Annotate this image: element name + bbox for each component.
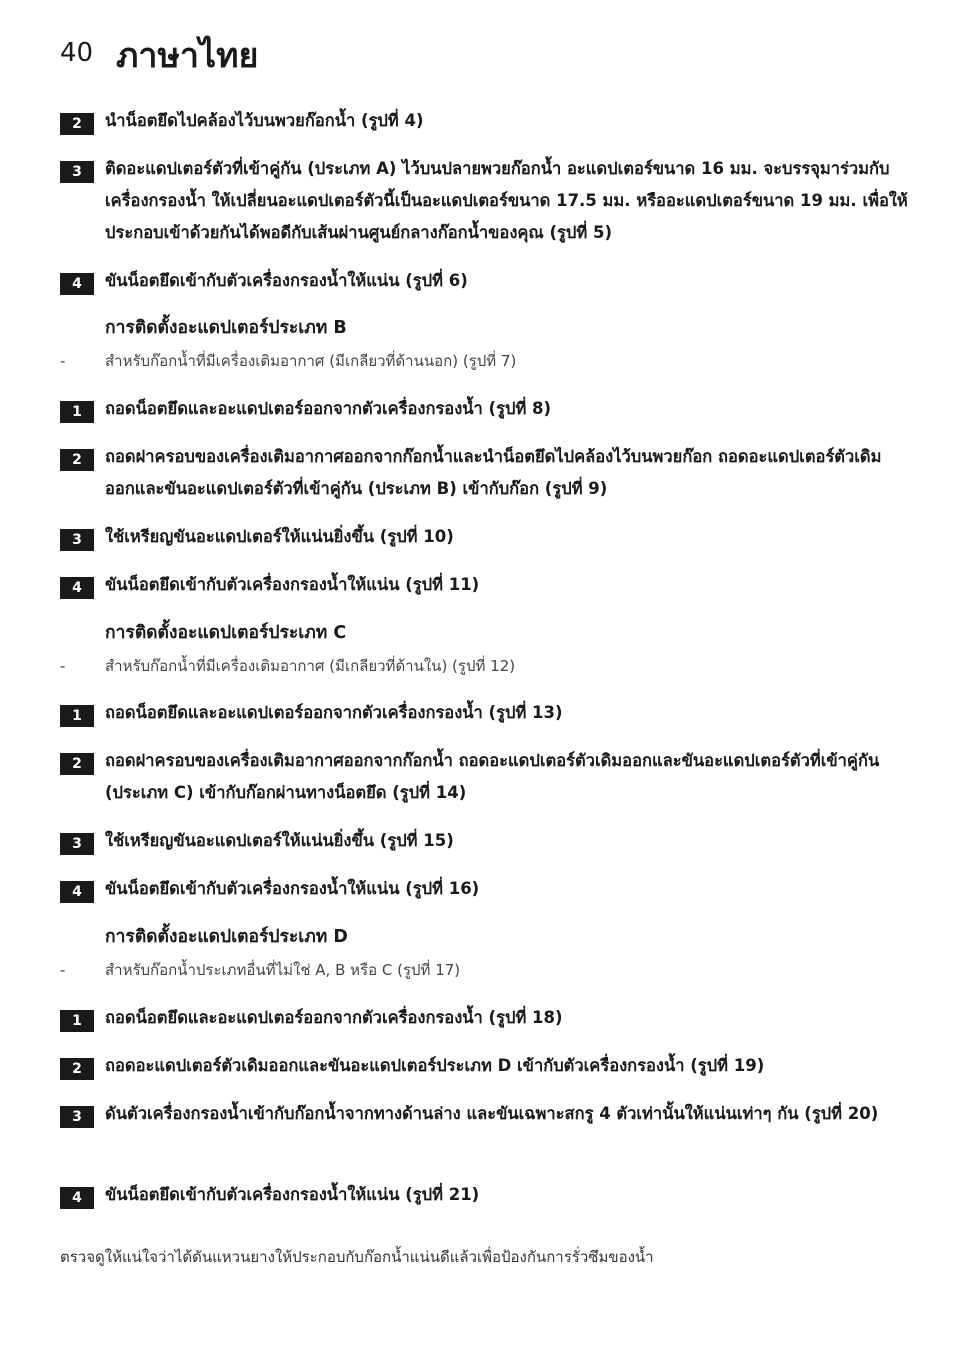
bullet-note-c (60, 655, 910, 677)
bullet-text: สำหรับก๊อกน้ำที่มีเครื่องเติมอากาศ (มีเกลียวที่ด้านนอก) (รูปที่ 7) (105, 352, 517, 370)
step-d4 (60, 1185, 910, 1211)
step-text: ขันน็อตยึดเข้ากับตัวเครื่องกรองน้ำให้แน่น (รูปที่ 6) (105, 271, 468, 290)
step-c3 (60, 831, 910, 857)
step-number-badge: 3 (60, 1106, 94, 1128)
step-number-badge: 4 (60, 881, 94, 903)
step-b2 (60, 447, 910, 505)
step-text: นำน็อตยึดไปคล้องไว้บนพวยก๊อกน้ำ (รูปที่ 4) (105, 111, 424, 130)
bullet-dash: - (60, 961, 66, 979)
step-number-badge: 2 (60, 753, 94, 775)
step-b3 (60, 527, 910, 553)
step-text: ขันน็อตยึดเข้ากับตัวเครื่องกรองน้ำให้แน่น (รูปที่ 21) (105, 1185, 480, 1204)
step-c1 (60, 703, 910, 729)
step-text: ถอดน็อตยึดและอะแดปเตอร์ออกจากตัวเครื่องกรองน้ำ (รูปที่ 8) (105, 399, 552, 418)
step-a2 (60, 111, 910, 137)
step-text: ถอดน็อตยึดและอะแดปเตอร์ออกจากตัวเครื่องกรองน้ำ (รูปที่ 18) (105, 1008, 563, 1027)
step-number-badge: 2 (60, 449, 94, 471)
step-number-badge: 4 (60, 577, 94, 599)
step-number-badge: 3 (60, 161, 94, 183)
step-number-badge: 3 (60, 833, 94, 855)
step-text: ถอดน็อตยึดและอะแดปเตอร์ออกจากตัวเครื่องกรองน้ำ (รูปที่ 13) (105, 703, 563, 722)
bullet-dash: - (60, 657, 66, 675)
step-text: ติดอะแดปเตอร์ตัวที่เข้าคู่กัน (ประเภท A) ไว้บนปลายพวยก๊อกน้ำ อะแดปเตอร์ขนาด 16 มม. จะบรรจุมาร่วมกับเครื่องกรองน้ำ ให้เปลี่ยนอะแดปเตอร์ตัวนี้เป็นอะแดปเตอร์ขนาด 17.5 มม. หรืออะแดปเตอร์ขนาด 19 มม. เพื่อให้ประกอบเข้าด้วยกันได้พอดีกับเส้นผ่านศูนย์กลางก๊อกน้ำของคุณ (รูปที่ 5) (105, 159, 908, 242)
step-text: ขันน็อตยึดเข้ากับตัวเครื่องกรองน้ำให้แน่น (รูปที่ 16) (105, 879, 480, 898)
section-heading-d: การติดตั้งอะแดปเตอร์ประเภท D (105, 927, 348, 947)
step-text: ถอดอะแดปเตอร์ตัวเดิมออกและขันอะแดปเตอร์ประเภท D เข้ากับตัวเครื่องกรองน้ำ (รูปที่ 19) (105, 1056, 765, 1075)
step-text: ถอดฝาครอบของเครื่องเติมอากาศออกจากก๊อกน้ำ ถอดอะแดปเตอร์ตัวเดิมออกและขันอะแดปเตอร์ตัวที่เข้าคู่กัน (ประเภท C) เข้ากับก๊อกผ่านทางน็อตยึด (รูปที่ 14) (105, 751, 880, 802)
step-d1 (60, 1008, 910, 1034)
step-number-badge: 1 (60, 401, 94, 423)
language-title: ภาษาไทย (116, 36, 259, 76)
bullet-text: สำหรับก๊อกน้ำที่มีเครื่องเติมอากาศ (มีเกลียวที่ด้านใน) (รูปที่ 12) (105, 657, 516, 675)
step-number-badge: 2 (60, 1058, 94, 1080)
step-a3 (60, 159, 910, 249)
page-number: 40 (60, 38, 94, 68)
bullet-note-d (60, 959, 910, 981)
step-number-badge: 3 (60, 529, 94, 551)
bullet-note-b (60, 350, 910, 372)
step-number-badge: 4 (60, 1187, 94, 1209)
step-d2 (60, 1056, 910, 1082)
step-number-badge: 4 (60, 273, 94, 295)
step-b4 (60, 575, 910, 601)
section-heading-b: การติดตั้งอะแดปเตอร์ประเภท B (105, 318, 347, 338)
step-number-badge: 1 (60, 705, 94, 727)
step-text: ขันน็อตยึดเข้ากับตัวเครื่องกรองน้ำให้แน่น (รูปที่ 11) (105, 575, 480, 594)
section-heading-c: การติดตั้งอะแดปเตอร์ประเภท C (105, 623, 347, 643)
step-text: ดันตัวเครื่องกรองน้ำเข้ากับก๊อกน้ำจากทางด้านล่าง และขันเฉพาะสกรู 4 ตัวเท่านั้นให้แน่นเท่าๆ กัน (รูปที่ 20) (105, 1104, 879, 1123)
bullet-text: สำหรับก๊อกน้ำประเภทอื่นที่ไม่ใช่ A, B หรือ C (รูปที่ 17) (105, 961, 461, 979)
step-c2 (60, 751, 910, 809)
step-text: ใช้เหรียญขันอะแดปเตอร์ให้แน่นยิ่งขึ้น (รูปที่ 10) (105, 527, 454, 546)
step-c4 (60, 879, 910, 905)
step-text: ใช้เหรียญขันอะแดปเตอร์ให้แน่นยิ่งขึ้น (รูปที่ 15) (105, 831, 454, 850)
step-number-badge: 1 (60, 1010, 94, 1032)
step-a4 (60, 271, 910, 297)
step-number-badge: 2 (60, 113, 94, 135)
footer-note: ตรวจดูให้แน่ใจว่าได้ดันแหวนยางให้ประกอบกับก๊อกน้ำแน่นดีแล้วเพื่อป้องกันการรั่วซึมของน้ำ (60, 1248, 654, 1266)
step-b1 (60, 399, 910, 425)
bullet-dash: - (60, 352, 66, 370)
step-d3 (60, 1104, 910, 1130)
step-text: ถอดฝาครอบของเครื่องเติมอากาศออกจากก๊อกน้ำและนำน็อตยึดไปคล้องไว้บนพวยก๊อก ถอดอะแดปเตอร์ตัวเดิมออกและขันอะแดปเตอร์ตัวที่เข้าคู่กัน (ประเภท B) เข้ากับก๊อก (รูปที่ 9) (105, 447, 882, 498)
